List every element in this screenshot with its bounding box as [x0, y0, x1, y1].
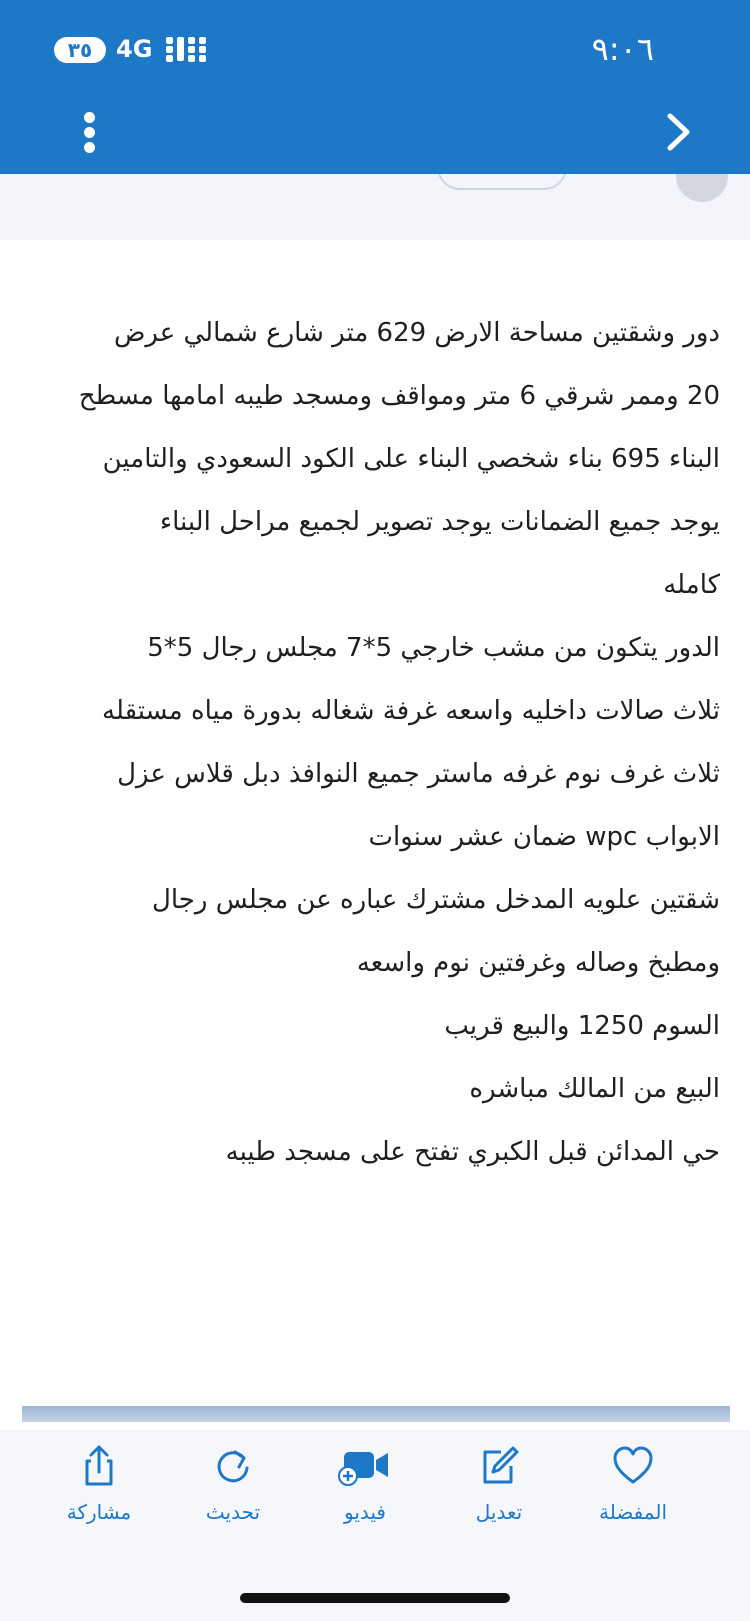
description-line: شقتين علويه المدخل مشترك عباره عن مجلس رجال: [151, 885, 720, 915]
share-button[interactable]: [44, 1444, 154, 1544]
description-line: كامله: [663, 570, 720, 600]
signal-icon: [166, 37, 206, 63]
favorite-label: المفضلة: [598, 1500, 668, 1524]
description-line: السوم 1250 والبيع قريب: [444, 1011, 720, 1041]
description-line: ثلاث غرف نوم غرفه ماستر جميع النوافذ دبل قلاس عزل: [117, 759, 720, 789]
heart-icon: [611, 1444, 655, 1488]
section-divider-bar: [22, 1406, 730, 1422]
refresh-icon: [211, 1444, 255, 1488]
hidden-avatar: [676, 174, 728, 202]
description-line: البناء 695 بناء شخصي البناء على الكود السعودي والتامين: [102, 444, 720, 474]
network-type: 4G: [116, 35, 153, 63]
refresh-label: تحديث: [205, 1500, 261, 1524]
favorite-button[interactable]: [578, 1444, 688, 1544]
app-header: [0, 0, 750, 174]
chevron-right-icon[interactable]: [660, 110, 696, 154]
description-line: يوجد جميع الضمانات يوجد تصوير لجميع مراحل البناء: [159, 507, 720, 537]
description-line: دور وشقتين مساحة الارض 629 متر شارع شمالي عرض: [113, 318, 720, 348]
description-line: ومطبخ وصاله وغرفتين نوم واسعه: [356, 948, 720, 978]
share-label: مشاركة: [66, 1500, 132, 1524]
status-time: ٩:٠٦: [591, 30, 654, 68]
description-line: الدور يتكون من مشب خارجي 5*7 مجلس رجال 5*5: [147, 633, 720, 663]
description-line: حي المدائن قبل الكبري تفتح على مسجد طيبه: [225, 1137, 720, 1167]
edit-button[interactable]: [444, 1444, 554, 1544]
refresh-button[interactable]: [178, 1444, 288, 1544]
description-line: 20 وممر شرقي 6 متر ومواقف ومسجد طيبه امامها مسطح: [78, 381, 720, 411]
video-label: فيديو: [344, 1500, 386, 1524]
battery-indicator: ٣٥: [54, 37, 106, 63]
video-button[interactable]: [310, 1444, 420, 1544]
description-line: الابواب wpc ضمان عشر سنوات: [368, 822, 720, 852]
edit-label: تعديل: [475, 1500, 523, 1524]
kebab-menu-icon[interactable]: [78, 112, 102, 154]
share-icon: [77, 1444, 121, 1488]
video-add-icon: [338, 1444, 392, 1488]
home-indicator[interactable]: [240, 1593, 510, 1603]
description-line: البيع من المالك مباشره: [469, 1074, 720, 1104]
scrolled-content-strip: [0, 174, 750, 240]
description-line: ثلاث صالات داخليه واسعه غرفة شغاله بدورة مياه مستقله: [102, 696, 720, 726]
listing-description: [24, 302, 720, 1184]
hidden-pill-button[interactable]: [437, 174, 567, 190]
edit-icon: [477, 1444, 521, 1488]
